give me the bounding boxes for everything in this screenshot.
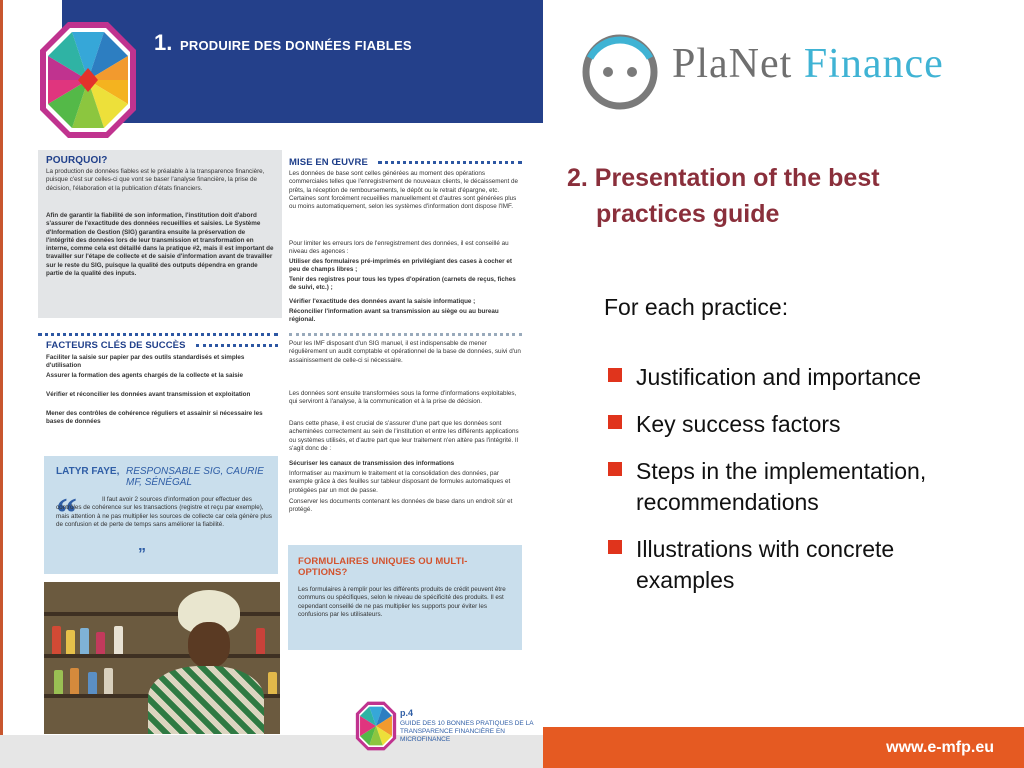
pourquoi-text: La production de données fiables est le préalable à la transparence financière, puisque c'est sur celles-ci que vont se baser l'analyse financière, la prise de décision, l'élaboration et la publication d'états financiers. bbox=[46, 168, 265, 192]
mise-p2: Pour limiter les erreurs lors de l'enregistrement des données, il est conseillé au niveau des agences : bbox=[289, 240, 509, 256]
mise-list2-item: Conserver les documents contenant les données de base dans un endroit sûr et protégé. bbox=[289, 498, 513, 514]
slide-footer-bar bbox=[543, 727, 1024, 768]
mise-list1-item: Réconcilier l'information avant sa transmission au siège ou au bureau régional. bbox=[289, 308, 499, 324]
square-bullet-icon bbox=[608, 368, 622, 382]
mise-list2-item: Sécuriser les canaux de transmission des informations bbox=[289, 460, 455, 467]
practice-bullet-list bbox=[608, 362, 1008, 612]
bullet-item bbox=[608, 534, 946, 596]
bullet-item bbox=[608, 456, 981, 518]
formulaires-title: FORMULAIRES UNIQUES OU MULTI-OPTIONS? bbox=[298, 556, 468, 578]
mise-divider bbox=[289, 333, 522, 336]
intro-text: For each practice: bbox=[604, 294, 789, 320]
woman-shop-photo bbox=[44, 582, 280, 734]
bullet-text: Justification and importance bbox=[636, 364, 922, 390]
page-edge-strip bbox=[0, 0, 3, 768]
brand-name-part1: PlaNet bbox=[672, 41, 793, 87]
facteurs-rule bbox=[196, 344, 278, 347]
mise-rule bbox=[378, 161, 522, 164]
slide-title-line1: 2. Presentation of the best bbox=[567, 164, 880, 192]
quote-author-role: RESPONSABLE SIG, CAURIE MF, SÉNÉGAL bbox=[126, 466, 264, 488]
facteurs-title: FACTEURS CLÉS DE SUCCÈS bbox=[46, 340, 186, 351]
square-bullet-icon bbox=[608, 415, 622, 429]
square-bullet-icon bbox=[608, 462, 622, 476]
dress bbox=[148, 666, 264, 734]
mise-p5: Dans cette phase, il est crucial de s'assurer d'une part que les données sont acheminées correctement au sein de l'institution et entre les différents applications ou systèmes utilisés, et d'autre part que leur traitement n'en altère pas l'intégrité. Il s'agit donc de : bbox=[289, 420, 519, 452]
pourquoi-title: POURQUOI? bbox=[46, 155, 108, 166]
close-quote-icon: ” bbox=[138, 546, 147, 563]
bullet-item bbox=[608, 362, 1008, 393]
facteurs-item: Assurer la formation des agents chargés de la collecte et la saisie bbox=[46, 372, 244, 379]
guide-section-title: PRODUIRE DES DONNÉES FIABLES bbox=[180, 38, 412, 53]
guide-page-number: p.4 bbox=[400, 708, 414, 718]
mise-list1-item: Tenir des registres pour tous les types d'opération (carnets de reçus, fiches de suivi, etc.) ; bbox=[289, 276, 516, 292]
mise-list2-item: Informatiser au maximum le traitement et la consolidation des données, par exemple grâce à des feuilles sur tableur disposant de formules automatiques et protégées par un mot de passe. bbox=[289, 470, 511, 494]
bullet-text: Illustrations with concrete examples bbox=[636, 536, 895, 593]
mise-p1: Les données de base sont celles générées au moment des opérations commerciales telles que l'enregistrement de nouveaux clients, le décaissement de prêts, la réception de remboursements, le dépôt ou le retrait d'épargne, etc. Certaines sont forcément recueillies manuellement et d'autres sont générées plus ou moins automatiquement, selon les systèmes d'information dont dispose l'IMF. bbox=[289, 170, 519, 211]
mise-p4: Les données sont ensuite transformées sous la forme d'informations exploitables, qui serviront à l'analyse, à la communication et à la prise de décision. bbox=[289, 390, 517, 406]
slide-title-line2: practices guide bbox=[596, 200, 780, 228]
square-bullet-icon bbox=[608, 540, 622, 554]
open-quote-icon: “ bbox=[56, 491, 77, 537]
guide-section-number: 1. bbox=[154, 30, 173, 55]
facteurs-item: Vérifier et réconcilier les données avant transmission et exploitation bbox=[46, 391, 251, 398]
slide-title bbox=[567, 160, 987, 232]
face bbox=[188, 622, 230, 668]
bullet-text: Steps in the implementation, recommendations bbox=[636, 458, 927, 515]
quote-text: Il faut avoir 2 sources d'information pour effectuer des contrôles de cohérence sur les transactions (registre et reçu par exemple), mais attention à ne pas multiplier les sources de collecte car cela génère plus de confusion et de perte de temps sans améliorer la fiabilité. bbox=[56, 496, 272, 528]
bullet-text: Key success factors bbox=[636, 411, 841, 437]
brand-name-part2: Finance bbox=[803, 41, 944, 87]
facteurs-top-rule bbox=[38, 333, 278, 336]
facteurs-item: Faciliter la saisie sur papier par des outils standardisés et simples d'utilisation bbox=[46, 354, 245, 370]
guide-footer-text: GUIDE DES 10 BONNES PRATIQUES DE LA TRANSPARENCE FINANCIÈRE EN MICROFINANCE bbox=[400, 720, 534, 743]
pourquoi-text-2: Afin de garantir la fiabilité de son information, l'institution doit d'abord s'assurer de l'exactitude des données recueillies et saisies. Le Système d'Information de Gestion (SIG) garantira ensuite la préservation de l'intégrité des données lors de leur transmission et transformation en interne, comme cela est détaillé dans la pratique #2, mais il est important de travailler sur l'étape de collecte et de saisie d'information avant de travailler sur le reste du SIG, puisque la qualité des outputs dépendra en grande partie de la qualité des inputs. bbox=[46, 212, 274, 278]
formulaires-text: Les formulaires à remplir pour les différents produits de crédit peuvent être communs ou spécifiques, selon le niveau de spécificité des produits. Il est cependant conseillé de ne pas multiplier les supports pour éviter les confusions par les utilisateurs. bbox=[298, 586, 506, 618]
mise-p3: Pour les IMF disposant d'un SIG manuel, il est indispensable de mener régulièrement un audit comptable et opérationnel de la base de données, suivi d'un assainissement de celle-ci si nécessaire. bbox=[289, 340, 521, 364]
bullet-item bbox=[608, 409, 1008, 440]
guide-octagon-logo bbox=[38, 20, 138, 140]
mise-title: MISE EN ŒUVRE bbox=[289, 157, 368, 168]
mise-list1-item: Utiliser des formulaires pré-imprimés en privilégiant des cases à cocher et peu de champs libres ; bbox=[289, 258, 512, 274]
website-url[interactable]: www.e-mfp.eu bbox=[886, 739, 994, 756]
facteurs-item: Mener des contrôles de cohérence réguliers et assainir si nécessaire les bases de données bbox=[46, 410, 263, 426]
guide-footer-octagon-logo bbox=[355, 700, 397, 752]
brand-name bbox=[672, 40, 944, 88]
mise-list1-item: Vérifier l'exactitude des données avant la saisie informatique ; bbox=[289, 298, 476, 305]
quote-author-name: LATYR FAYE, bbox=[56, 466, 120, 477]
